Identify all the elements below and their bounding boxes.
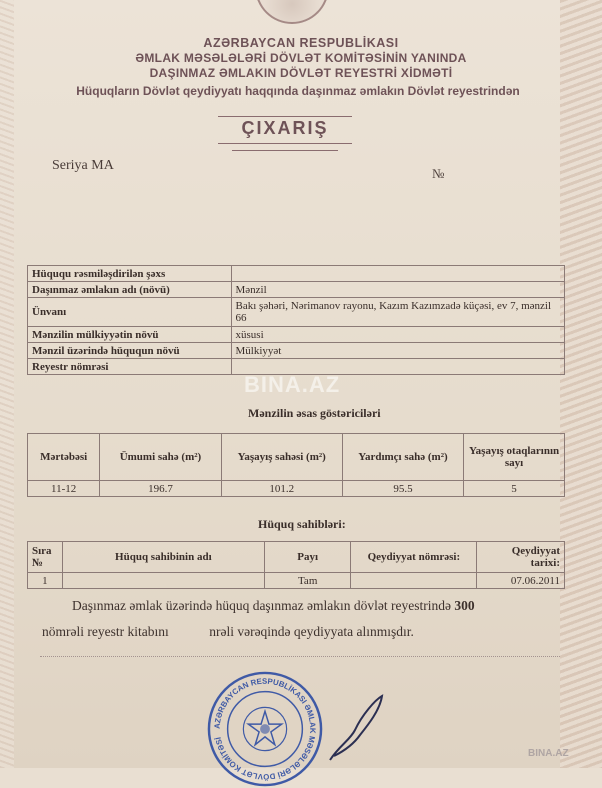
table-header-row	[28, 542, 565, 573]
table-row	[28, 343, 565, 359]
stats-value: 5	[464, 481, 565, 497]
info-value: Mülkiyyət	[231, 343, 564, 359]
info-value: xüsusi	[231, 327, 564, 343]
stats-section-title: Mənzilin əsas göstəriciləri	[248, 406, 381, 420]
series-label: Seriya MA	[52, 158, 114, 173]
owners-header: Hüquq sahibinin adı	[62, 542, 264, 573]
stats-header: Yardımçı sahə (m²)	[342, 434, 463, 481]
stats-value: 196.7	[100, 481, 221, 497]
brand-watermark: BINA.AZ	[528, 748, 569, 759]
paragraph-text: Daşınmaz əmlak üzərində hüquq daşınmaz əmlakın dövlət reyestrində	[72, 598, 451, 613]
table-row	[28, 573, 565, 589]
stats-header: Yaşayış otaqlarının sayı	[464, 434, 565, 481]
info-label: Daşınmaz əmlakın adı (növü)	[28, 282, 232, 298]
title-rule-top	[218, 116, 352, 117]
owners-header: Qeydiyyat nömrəsi:	[351, 542, 477, 573]
owners-cell: 1	[28, 573, 63, 589]
stats-header: Mərtəbəsi	[28, 434, 100, 481]
info-value: Mənzil	[231, 282, 564, 298]
stats-value: 101.2	[221, 481, 342, 497]
seal-text: AZƏRBAYCAN RESPUBLİKASI ƏMLAK MƏSƏLƏLƏRİ DÖVLƏT KOMİTƏSİ	[212, 676, 318, 782]
owners-cell	[351, 573, 477, 589]
header-service: DAŞINMAZ ƏMLAKIN DÖVLƏT REYESTRİ XİDMƏTİ	[149, 66, 453, 80]
info-label: Reyestr nömrəsi	[28, 359, 232, 375]
official-seal-icon	[206, 670, 324, 788]
table-row	[28, 266, 565, 282]
title-rule-under	[232, 150, 338, 151]
registration-paragraph-line2: nömrəli reyestr kitabını nrəli vərəqində qeydiyyata alınmışdır.	[42, 624, 414, 639]
info-value	[231, 266, 564, 282]
owners-header: Qeydiyyat tarixi:	[477, 542, 565, 573]
signature-icon	[320, 690, 390, 765]
dotted-divider	[40, 656, 560, 657]
stats-value: 95.5	[342, 481, 463, 497]
owners-section-title: Hüquq sahibləri:	[258, 517, 346, 531]
owners-cell	[62, 573, 264, 589]
table-header-row	[28, 434, 565, 481]
stats-header: Yaşayış sahəsi (m²)	[221, 434, 342, 481]
owners-header: Sıra №	[28, 542, 63, 573]
number-label: №	[432, 166, 445, 181]
owners-cell: Tam	[264, 573, 350, 589]
property-info-table	[27, 265, 565, 375]
info-label: Mənzilin mülkiyyətin növü	[28, 327, 232, 343]
info-label: Ünvanı	[28, 298, 232, 327]
apartment-stats-table	[27, 433, 565, 497]
watermark: BINA.AZ	[244, 372, 341, 397]
stats-header: Ümumi sahə (m²)	[100, 434, 221, 481]
table-row	[28, 327, 565, 343]
header-committee: ƏMLAK MƏSƏLƏLƏRİ DÖVLƏT KOMİTƏSİNİN YANINDA	[135, 51, 467, 65]
register-book-number: 300	[454, 598, 475, 613]
table-row	[28, 481, 565, 497]
stats-value: 11-12	[28, 481, 100, 497]
info-label: Mənzil üzərində hüququn növü	[28, 343, 232, 359]
info-value: Bakı şəhəri, Nərimanov rayonu, Kazım Kazımzadə küçəsi, ev 7, mənzil 66	[231, 298, 564, 327]
info-label: Hüququ rəsmiləşdirilən şəxs	[28, 266, 232, 282]
registration-paragraph-line1	[72, 598, 602, 614]
owners-header: Payı	[264, 542, 350, 573]
table-row	[28, 298, 565, 327]
owners-table	[27, 541, 565, 589]
header-subtitle: Hüquqların Dövlət qeydiyyatı haqqında daşınmaz əmlakın Dövlət reyestrindən	[76, 84, 520, 98]
table-row	[28, 282, 565, 298]
title-rule-bottom	[218, 143, 352, 144]
guilloche-border-right	[560, 0, 602, 768]
owners-cell: 07.06.2011	[477, 573, 565, 589]
guilloche-border-left	[0, 0, 14, 768]
document-title: ÇIXARIŞ	[241, 118, 329, 138]
header-country: AZƏRBAYCAN RESPUBLİKASI	[203, 36, 399, 50]
